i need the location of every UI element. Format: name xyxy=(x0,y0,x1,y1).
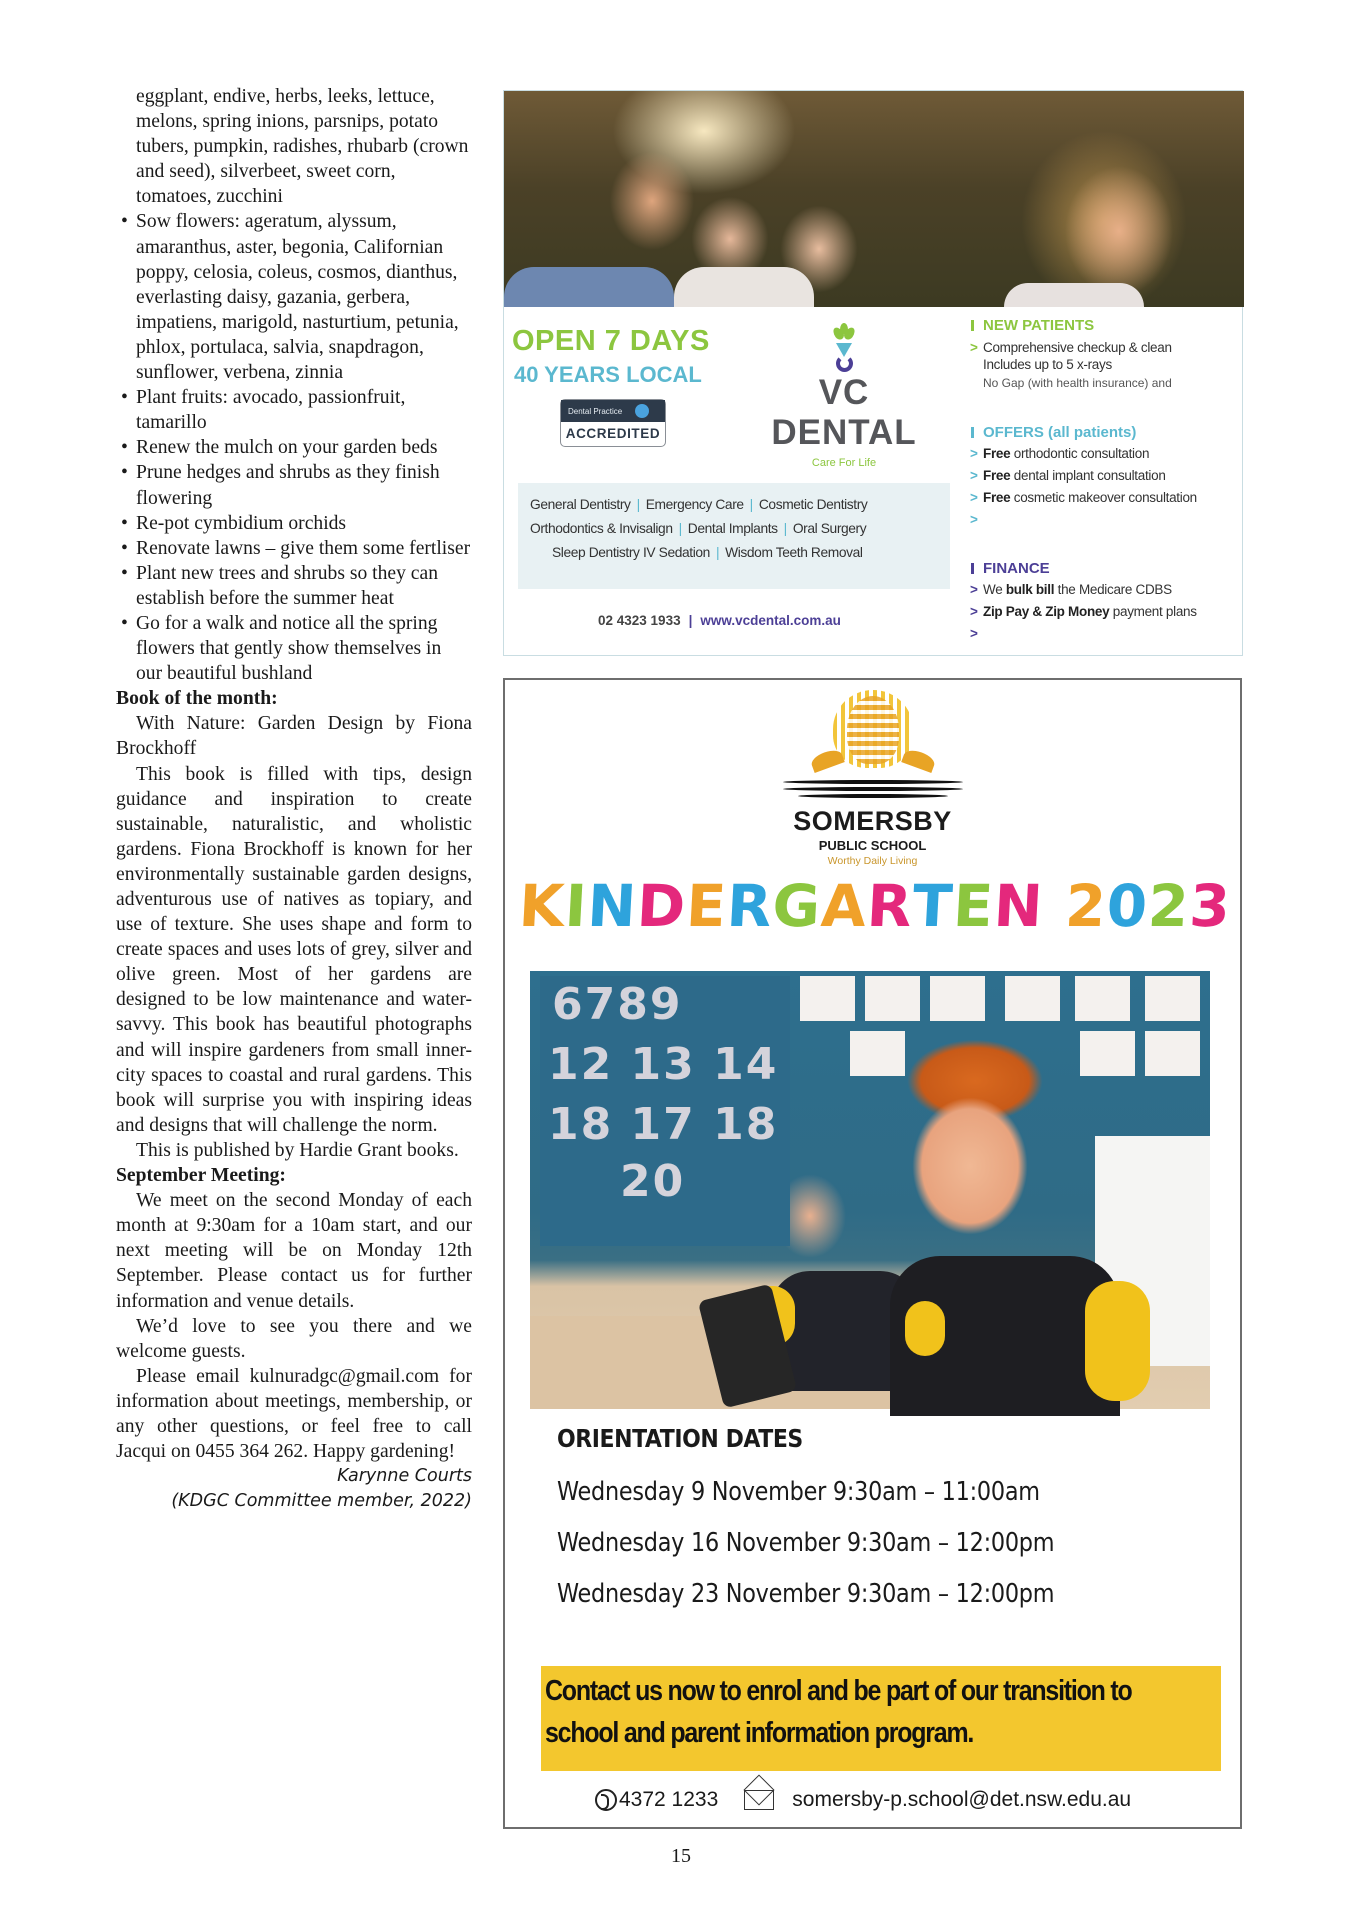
book-title-paragraph: With Nature: Garden Design by Fiona Brockhoff xyxy=(116,713,472,760)
orientation-heading: ORIENTATION DATES xyxy=(557,1424,803,1453)
finance-title: FINANCE xyxy=(969,560,1244,582)
garden-club-column xyxy=(116,84,472,1514)
photo-detail xyxy=(865,976,920,1021)
brand-name: VC DENTAL xyxy=(771,373,917,452)
headline-letter: K xyxy=(517,872,567,940)
headline-letter: E xyxy=(951,872,996,940)
school-subtitle: PUBLIC SCHOOL xyxy=(818,838,927,853)
list-item: • Plant fruits: avocado, passionfruit, tamarillo xyxy=(116,385,472,435)
page-number: 15 xyxy=(671,1845,691,1867)
chevron-right-icon: > xyxy=(970,468,978,483)
finance-section xyxy=(969,560,1244,648)
signature-role: (KDGC Committee member, 2022) xyxy=(171,1491,472,1512)
wattle-leaf xyxy=(901,747,937,773)
finance-item xyxy=(969,604,1209,626)
separator: | xyxy=(636,497,640,512)
dental-brand-panel xyxy=(504,307,964,657)
photo-detail: 12 13 14 xyxy=(548,1039,779,1090)
classroom-photo xyxy=(530,971,1210,1409)
accredited-badge xyxy=(560,399,666,447)
email-icon xyxy=(744,1790,774,1810)
orientation-date: Wednesday 23 November 9:30am – 12:00pm xyxy=(557,1579,1055,1609)
qip-logo-icon xyxy=(635,404,649,418)
item-text: orthodontic consultation xyxy=(1010,446,1150,461)
photo-detail xyxy=(850,1031,905,1076)
photo-detail xyxy=(1145,1031,1200,1076)
book-line xyxy=(783,780,963,784)
chevron-right-icon: > xyxy=(970,512,978,527)
list-item: • Go for a walk and notice all the spring flowers that gently show themselves in our beautiful bushland xyxy=(116,611,472,686)
ring-mark-icon xyxy=(836,355,853,372)
wattle-leaf xyxy=(809,747,845,773)
book-line xyxy=(798,794,948,798)
headline-letter: I xyxy=(563,872,590,940)
school-phone[interactable]: 4372 1233 xyxy=(619,1788,719,1811)
item-bold: bulk bill xyxy=(1005,582,1055,597)
list-item: • Plant new trees and shrubs so they can establish before the summer heat xyxy=(116,561,472,611)
photo-detail xyxy=(1145,976,1200,1021)
phone-icon xyxy=(595,1789,617,1811)
offer-item xyxy=(969,512,1209,534)
september-meeting-heading: September Meeting: xyxy=(116,1165,286,1187)
new-patients-title: NEW PATIENTS xyxy=(969,317,1244,339)
chevron-right-icon: > xyxy=(970,626,978,641)
badge-top-label: Dental Practice xyxy=(568,407,623,416)
wattle-flower-icon xyxy=(803,690,943,782)
photo-detail xyxy=(1080,1031,1135,1076)
separator: | xyxy=(678,521,682,536)
headline-letter xyxy=(1042,876,1067,936)
item-bold: Free xyxy=(983,468,1011,483)
book-description-paragraph: This book is filled with tips, design guidance and inspiration to create sustainable, naturalistic, and wholistic gardens. Fiona Brockhoff is known for her environmentally sustainable garden designs, adventurous use of natives as topiary, and use of texture. She uses shape and form to create spaces and uses lots of grey, silver and olive green. Most of her gardens are designed to be low maintenance and water-savvy. This book has beautiful photographs and will inspire gardeners from small inner-city spaces to coastal and rural gardens. This book will surprise you with inspiring ideas and designs that will challenge the norm. xyxy=(116,763,472,1136)
service-item: Dental Implants xyxy=(687,521,778,536)
offers-title: OFFERS (all patients) xyxy=(969,424,1244,446)
years-local-label: 40 YEARS LOCAL xyxy=(514,362,702,387)
item-text: dental implant consultation xyxy=(1010,468,1166,483)
photo-detail: 20 xyxy=(620,1156,686,1207)
chevron-right-icon: > xyxy=(970,490,978,505)
headline-letter: D xyxy=(635,872,689,940)
service-item: Cosmetic Dentistry xyxy=(758,497,868,512)
item-text: the Medicare CDBS xyxy=(1054,582,1172,597)
headline-letter: N xyxy=(992,872,1046,940)
headline-letter: E xyxy=(684,872,729,940)
separator: | xyxy=(715,545,720,560)
separator: | xyxy=(783,521,787,536)
photo-detail: 6789 xyxy=(552,979,683,1030)
separator: | xyxy=(749,497,753,512)
photo-detail xyxy=(674,267,814,307)
service-item: Wisdom Teeth Removal xyxy=(725,545,863,560)
badge-top xyxy=(561,400,665,422)
item-bold: Free xyxy=(983,490,1011,505)
photo-detail xyxy=(905,1301,945,1356)
headline-letter: 2 xyxy=(1146,872,1192,940)
list-item: • Re-pot cymbidium orchids xyxy=(116,511,472,536)
chevron-right-icon: > xyxy=(970,340,978,355)
school-email-link[interactable]: somersby-p.school@det.nsw.edu.au xyxy=(792,1788,1132,1811)
photo-detail xyxy=(1085,1281,1150,1401)
meeting-contact-paragraph: Please email kulnuradgc@gmail.com for information about meetings, membership, or any other questions, or feel free to call Jacqui on 0455 364 262. Happy gardening! xyxy=(116,1365,472,1463)
finance-item xyxy=(969,582,1209,604)
services-row xyxy=(530,541,922,565)
book-of-month-heading: Book of the month: xyxy=(116,688,278,710)
orientation-date: Wednesday 16 November 9:30am – 12:00pm xyxy=(557,1528,1055,1558)
service-item: General Dentistry xyxy=(530,497,631,512)
services-box xyxy=(518,483,950,589)
family-photo xyxy=(504,91,1244,307)
school-motto: Worthy Daily Living xyxy=(827,855,918,867)
headline-letter: R xyxy=(865,872,915,940)
headline-letter: 0 xyxy=(1105,872,1150,940)
service-item: Sleep Dentistry IV Sedation xyxy=(552,545,710,560)
offer-item xyxy=(969,446,1209,468)
item-text: payment plans xyxy=(1109,604,1197,619)
list-item: • Sow flowers: ageratum, alyssum, amaranthus, aster, begonia, Californian poppy, celosia, coleus, cosmos, dianthus, everlasting daisy, gazania, gerbera, impatiens, marigold, nasturtium, petunia, phlox, portulaca, salvia, snapdragon, sunflower, verbena, zinnia xyxy=(116,209,472,385)
photo-detail xyxy=(1005,976,1060,1021)
meeting-paragraph: We meet on the second Monday of each month at 9:30am for a 10am start, and our next meeting will be on Monday 12th September. Please contact us for further information and venue details. xyxy=(116,1190,472,1312)
headline-letter: T xyxy=(910,872,956,940)
chevron-right-icon: > xyxy=(970,446,978,461)
photo-detail xyxy=(504,267,674,307)
services-row xyxy=(530,493,922,517)
photo-detail xyxy=(800,976,855,1021)
new-patients-section xyxy=(969,317,1244,390)
item-text: Comprehensive checkup & clean xyxy=(983,340,1172,355)
kindergarten-2023-headline xyxy=(517,872,1233,940)
separator: | xyxy=(688,613,693,628)
book-line xyxy=(783,787,963,791)
dental-website-link[interactable]: www.vcdental.com.au xyxy=(700,613,841,628)
photo-detail xyxy=(1004,283,1144,307)
offers-section xyxy=(969,424,1244,534)
list-item: • Prune hedges and shrubs as they finish flowering xyxy=(116,460,472,510)
service-item: Orthodontics & Invisalign xyxy=(530,521,673,536)
photo-detail: 18 17 18 xyxy=(548,1099,779,1150)
chevron-right-icon: > xyxy=(970,604,978,619)
open-book-icon xyxy=(783,778,963,800)
item-bold: Free xyxy=(983,446,1011,461)
chevron-right-icon: > xyxy=(970,582,978,597)
orientation-dates xyxy=(557,1424,1135,1620)
finance-item xyxy=(969,626,1209,648)
list-item: • Renovate lawns – give them some fertliser xyxy=(116,536,472,561)
headline-letter: R xyxy=(725,872,775,940)
list-item: • Renew the mulch on your garden beds xyxy=(116,435,472,460)
headline-letter: N xyxy=(585,872,639,940)
item-text: cosmetic makeover consultation xyxy=(1010,490,1197,505)
headline-letter: 3 xyxy=(1187,872,1233,940)
vc-dental-logo xyxy=(744,323,944,469)
service-item: Oral Surgery xyxy=(792,521,867,536)
new-patients-item xyxy=(969,339,1209,373)
signature-name: Karynne Courts xyxy=(337,1466,472,1487)
photo-detail xyxy=(1075,976,1130,1021)
badge-bottom-label: ACCREDITED xyxy=(565,426,661,441)
offer-item xyxy=(969,468,1209,490)
headline-letter: A xyxy=(819,872,869,940)
book-publisher-paragraph: This is published by Hardie Grant books. xyxy=(136,1139,459,1161)
dental-contact-line xyxy=(598,613,841,628)
enrol-callout xyxy=(541,1666,1221,1771)
wattle-bloom xyxy=(847,696,899,764)
school-contact-line xyxy=(595,1788,1131,1812)
dental-offers-panel xyxy=(969,307,1244,657)
open-7-days-label: OPEN 7 DAYS xyxy=(512,325,710,357)
vc-dental-advertisement xyxy=(503,90,1243,656)
photo-detail xyxy=(930,976,985,1021)
orientation-date: Wednesday 9 November 9:30am – 11:00am xyxy=(557,1477,1040,1507)
services-row xyxy=(530,517,922,541)
somersby-logo xyxy=(505,690,1240,867)
callout-line: school and parent information program. xyxy=(545,1717,974,1749)
school-name: SOMERSBY xyxy=(793,806,952,836)
callout-line: Contact us now to enrol and be part of our transition to xyxy=(545,1675,1132,1707)
vegetable-list-continued: eggplant, endive, herbs, leeks, lettuce, melons, spring inions, parsnips, potato tubers, pumpkin, radishes, rhubarb (crown and seed), silverbeet, sweet corn, tomatoes, zucchini xyxy=(136,86,469,208)
item-bold: Zip Pay & Zip Money xyxy=(983,604,1110,619)
headline-letter: G xyxy=(770,872,823,940)
service-item: Emergency Care xyxy=(645,497,744,512)
offer-item xyxy=(969,490,1209,512)
somersby-school-advertisement xyxy=(503,678,1242,1829)
dental-phone[interactable]: 02 4323 1933 xyxy=(598,613,681,628)
garden-tips-list xyxy=(116,209,472,686)
brand-tagline: Care For Life xyxy=(811,457,877,469)
meeting-paragraph: We’d love to see you there and we welcome guests. xyxy=(116,1315,472,1362)
leaf-icon xyxy=(840,323,848,334)
cropped-line: No Gap (with health insurance) and xyxy=(983,376,1172,390)
item-text: Includes up to 5 x-rays xyxy=(983,357,1112,372)
headline-letter: 2 xyxy=(1063,872,1109,940)
item-text: We xyxy=(983,582,1006,597)
sprout-tooth-icon xyxy=(829,323,859,375)
